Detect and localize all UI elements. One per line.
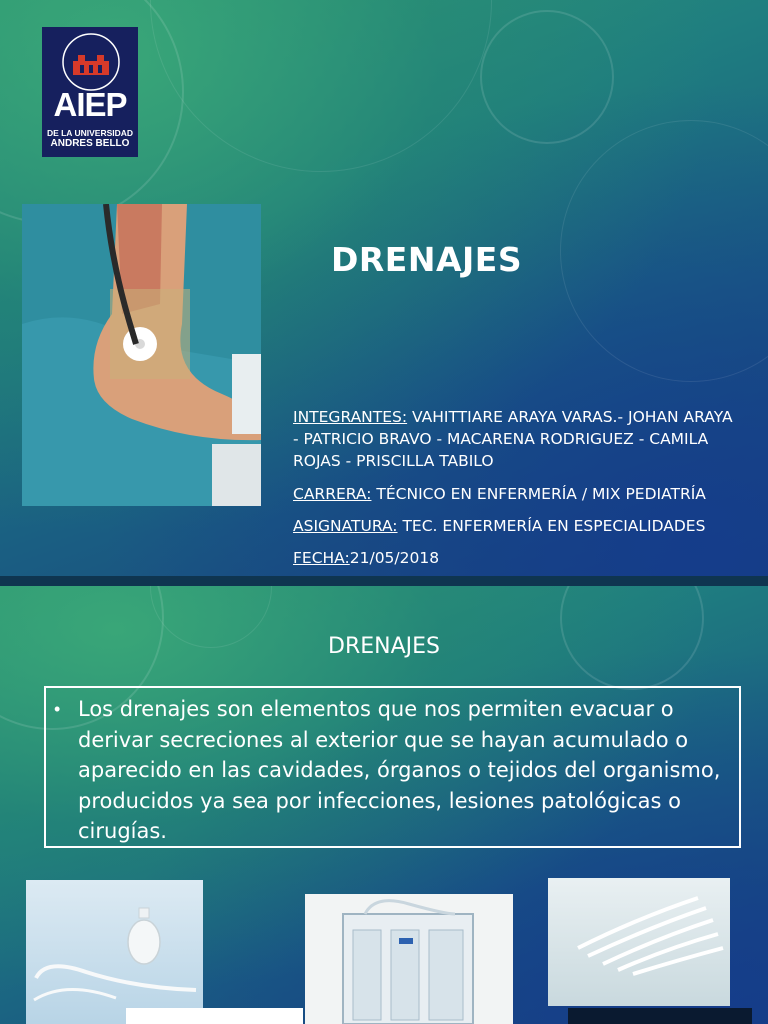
drainage-image-partial <box>568 1008 752 1024</box>
integrantes-value: VAHITTIARE ARAYA VARAS.- JOHAN ARAYA - PATRICIO BRAVO - MACARENA RODRIGUEZ - CAMILA ROJAS - PRISCILLA TABILO <box>293 408 733 470</box>
definition-text: Los drenajes son elementos que nos permiten evacuar o derivar secreciones al exterior que se hayan acumulado o aparecido en las cavidades, órganos o tejidos del organismo, producidos ya sea por infecciones, lesiones patológicas o cirugías. <box>78 697 721 843</box>
decorative-ring <box>150 0 492 172</box>
drain-tubes-image <box>548 878 730 1006</box>
decorative-ring <box>480 10 614 144</box>
slide-title: DRENAJES <box>331 240 523 279</box>
asignatura-label: ASIGNATURA: <box>293 517 398 535</box>
ankle-drain-photo <box>22 204 261 506</box>
chest-drainage-system-image <box>305 894 513 1024</box>
logo-line-1: DE LA UNIVERSIDAD <box>46 128 134 138</box>
university-seal-icon <box>60 31 122 93</box>
carrera-label: CARRERA: <box>293 485 372 503</box>
fecha-value: 21/05/2018 <box>349 549 440 567</box>
bullet-marker: • <box>54 699 61 719</box>
fecha-line <box>293 547 743 569</box>
integrantes-label: INTEGRANTES: <box>293 408 408 426</box>
slide-title: DRENAJES <box>328 634 440 659</box>
carrera-value: TÉCNICO EN ENFERMERÍA / MIX PEDIATRÍA <box>371 485 706 503</box>
drainage-image-partial <box>126 1008 303 1024</box>
definition-box <box>44 686 741 848</box>
integrantes-line <box>293 406 743 472</box>
asignatura-value: TEC. ENFERMERÍA EN ESPECIALIDADES <box>397 517 706 535</box>
aiep-logo <box>42 27 138 157</box>
logo-line-2: ANDRES BELLO <box>50 138 130 149</box>
decorative-ring <box>560 120 768 382</box>
bullet-item <box>54 694 729 847</box>
drainage-bulb-image <box>26 880 203 1024</box>
content-slide <box>0 586 768 1024</box>
asignatura-line <box>293 515 743 537</box>
carrera-line <box>293 483 743 505</box>
brand-name: AIEP <box>53 86 127 123</box>
slide-separator <box>0 576 768 586</box>
fecha-label: FECHA: <box>293 549 350 567</box>
